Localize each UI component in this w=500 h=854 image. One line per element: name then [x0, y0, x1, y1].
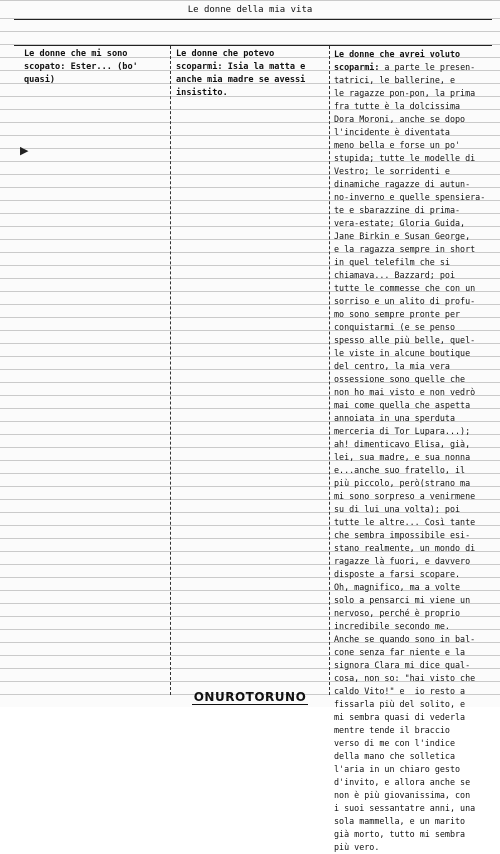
- column-divider-1: [170, 46, 171, 695]
- column-potevo: Le donne che potevo scoparmi: Isia la matta e anche mia madre se avessi insistito.: [176, 49, 306, 98]
- footer-logo: ONUROTORUNO: [193, 690, 307, 704]
- column-scopato: Le donne che mi sono scopato: Ester... (bo' quasi): [24, 49, 138, 85]
- title-rule: [14, 19, 492, 20]
- page-title: Le donne della mia vita: [0, 5, 500, 16]
- column-avrei-voluto-body: a parte le presen- tatrici, le ballerine, e le ragazze pon-pon, la prima fra tutte è la dolcissima Dora Moroni, anche se dopo l'incidente è diventata meno bella e forse un po' stupida; tutte le modelle di Vestro; le sorridenti e dinamiche ragazze di autun- no-inverno e quelle spensiera- te e sbarazzine di prima- vera-estate; Gloria Guida, Jane Birkin e Susan George, e la ragazza sempre in short in quel telefilm che si chiamava... Bazzard; poi tutte le commesse che con un sorriso e un alito di profu- mo sono sempre pronte per conquistarmi (e se penso spesso alle più belle, quel- le viste in alcune boutique del centro, la mia vera ossessione sono quelle che non ho mai visto e non vedrò mai come quella che aspetta annoiata in una sperduta merceria di Tor Lupara...); ah! dimenticavo Elisa, già, lei, sua madre, e sua nonna e...anche suo fratello, il più piccolo, però(strano ma mi sono sorpreso a venirmene su di lui una volta); poi tutte le altre... Così tante che sembra impossibile esi- stano realmente, un mondo di ragazze là fuori, e davvero disposte a farsi scopare. Oh, magnifico, ma a volte solo a pensarci mi viene un nervoso, perché è proprio incredibile secondo me. Anche se quando sono in bal- cone senza far niente e la signora Clara mi dice qual- cosa, non so: "hai visto che caldo Vito!" e io resto a fissarla più del solito, e mi sembra quasi di vederla mentre tende il braccio verso di me con l'indice della mano che solletica l'aria in un chiaro gesto d'invito, e allora anche se non è più giovanissima, con i suoi sessantatre anni, una sola mammella, e un marito già morto, tutto mi sembra più vero.: [334, 62, 486, 852]
- margin-arrow-mark: ▶: [20, 144, 29, 157]
- header-rule: [14, 45, 492, 46]
- column-divider-2: [329, 46, 330, 695]
- column-avrei-voluto-head: Le donne che avrei voluto scoparmi:: [334, 49, 461, 72]
- column-avrei-voluto: [334, 48, 496, 854]
